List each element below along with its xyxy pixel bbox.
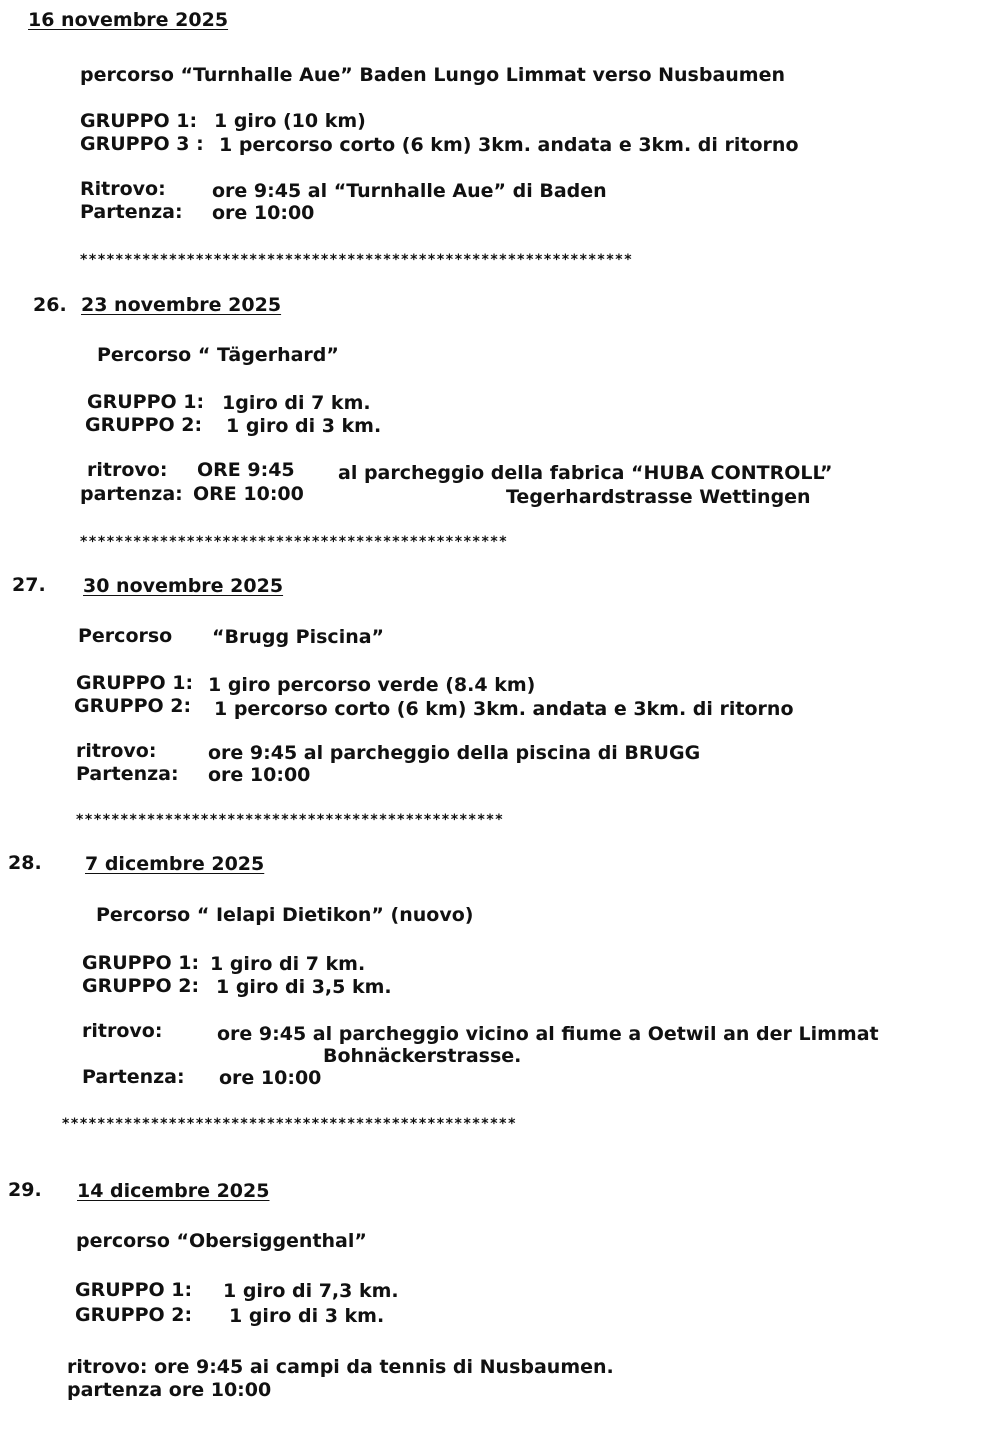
departure-label: partenza [67, 1379, 163, 1401]
group-desc: 1 giro di 7 km. [210, 953, 366, 975]
meeting-value: ore 9:45 al “Turnhalle Aue” di Baden [212, 180, 607, 202]
meeting-value: ore 9:45 ai campi da tennis di Nusbaumen. [154, 1356, 614, 1378]
group-label: GRUPPO 2: [85, 414, 203, 436]
group-desc: 1 giro (10 km) [214, 110, 366, 132]
section-number: 29. [8, 1179, 42, 1201]
departure-label: Partenza: [80, 201, 183, 223]
group-desc: 1 giro percorso verde (8.4 km) [208, 674, 536, 696]
section-date: 14 dicembre 2025 [77, 1180, 270, 1202]
separator: ************************************************************** [80, 252, 634, 268]
departure-value: ORE 10:00 [193, 483, 304, 505]
meeting-value: ore 9:45 al parcheggio vicino al fiume a Oetwil an der Limmat [217, 1023, 879, 1045]
meeting-label: ritrovo: [76, 740, 157, 762]
group-desc: 1 giro di 7,3 km. [223, 1280, 399, 1302]
group-label: GRUPPO 1: [87, 391, 205, 413]
section-date: 7 dicembre 2025 [85, 853, 265, 875]
group-desc: 1 giro di 3 km. [229, 1305, 385, 1327]
separator: *************************************************** [62, 1116, 517, 1132]
route-title: “Brugg Piscina” [212, 626, 385, 648]
departure-label: Partenza: [76, 763, 179, 785]
group-desc: 1giro di 7 km. [222, 392, 371, 414]
group-label: GRUPPO 2: [82, 975, 200, 997]
section-number: 28. [8, 852, 42, 874]
departure-value: ore 10:00 [219, 1067, 322, 1089]
meeting-value: ore 9:45 al parcheggio della piscina di BRUGG [208, 742, 701, 764]
separator: ************************************************ [80, 534, 509, 550]
route-title: percorso “Obersiggenthal” [76, 1230, 367, 1252]
route-title: percorso “Turnhalle Aue” Baden Lungo Limmat verso Nusbaumen [80, 64, 786, 86]
departure-value: ore 10:00 [212, 202, 315, 224]
section-date: 23 novembre 2025 [81, 294, 282, 316]
group-label: GRUPPO 2: [75, 1304, 193, 1326]
route-title: Percorso “ Ielapi Dietikon” (nuovo) [96, 904, 474, 926]
section-date: 16 novembre 2025 [28, 9, 229, 31]
departure-line [67, 1379, 271, 1401]
meeting-label: ritrovo: [67, 1356, 148, 1378]
section-date: 30 novembre 2025 [83, 575, 284, 597]
departure-value: ore 10:00 [208, 764, 311, 786]
departure-place: Tegerhardstrasse Wettingen [506, 486, 811, 508]
group-label: GRUPPO 1: [75, 1279, 193, 1301]
departure-label: partenza: [80, 483, 183, 505]
meeting-place: Bohnäckerstrasse. [323, 1045, 522, 1067]
departure-label: Partenza: [82, 1066, 185, 1088]
group-desc: 1 giro di 3,5 km. [216, 976, 392, 998]
meeting-label: ritrovo: [82, 1020, 163, 1042]
group-label: GRUPPO 1: [82, 952, 200, 974]
group-label: GRUPPO 3 : [80, 133, 204, 155]
route-title: Percorso “ Tägerhard” [97, 344, 339, 366]
section-number: 27. [12, 574, 46, 596]
group-desc: 1 percorso corto (6 km) 3km. andata e 3km. di ritorno [219, 134, 799, 156]
group-label: GRUPPO 1: [76, 672, 194, 694]
section-number: 26. [33, 294, 67, 316]
meeting-place: al parcheggio della fabrica “HUBA CONTROLL” [338, 462, 833, 484]
group-desc: 1 giro di 3 km. [226, 415, 382, 437]
departure-value: ore 10:00 [168, 1379, 272, 1401]
group-label: GRUPPO 2: [74, 695, 192, 717]
group-label: GRUPPO 1: [80, 110, 198, 132]
meeting-label: Ritrovo: [80, 178, 166, 200]
meeting-line [67, 1356, 614, 1378]
separator: ************************************************ [76, 812, 505, 828]
meeting-label: ritrovo: [87, 459, 168, 481]
group-desc: 1 percorso corto (6 km) 3km. andata e 3km. di ritorno [214, 698, 794, 720]
meeting-value: ORE 9:45 [197, 459, 295, 481]
route-label: Percorso [78, 625, 173, 647]
